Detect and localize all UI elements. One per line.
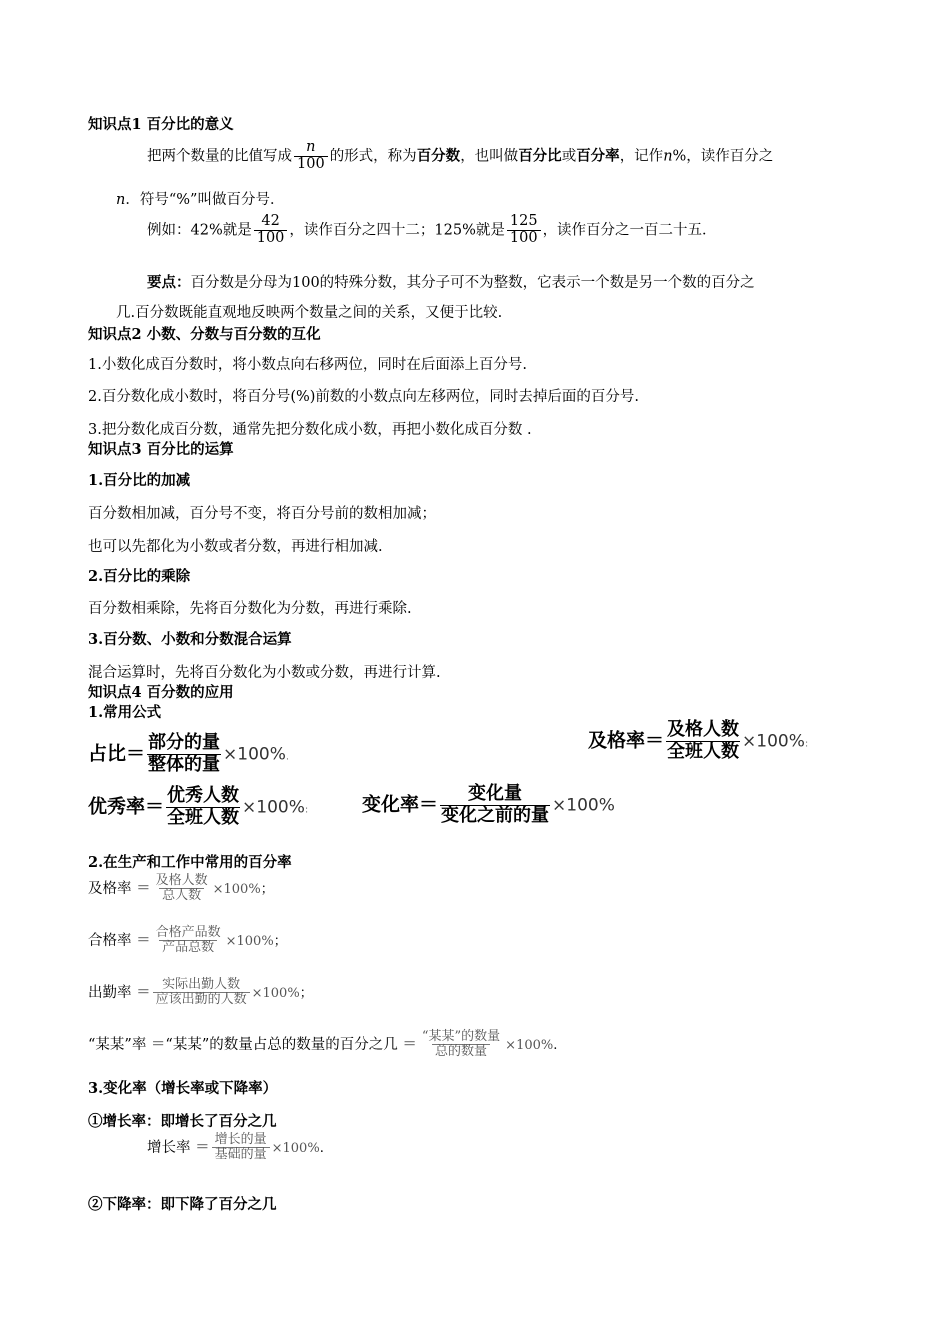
denominator: 总的数量 bbox=[432, 1044, 490, 1059]
text: %，读作百分之 bbox=[672, 148, 774, 165]
kp4-s3-title: 3.变化率（增长率或下降率） bbox=[88, 1080, 278, 1097]
punctuation: ； bbox=[273, 933, 287, 949]
formula-fraction bbox=[440, 784, 550, 826]
denominator: 应该出勤的人数 bbox=[153, 992, 250, 1007]
rate-fraction bbox=[419, 1030, 503, 1060]
formula-fraction bbox=[166, 786, 240, 828]
text: ，记作 bbox=[619, 148, 664, 165]
punctuation: : bbox=[804, 738, 809, 750]
fraction-42-over-100 bbox=[254, 214, 288, 247]
numerator: 42 bbox=[261, 213, 280, 229]
kp3-title: 知识点3 百分比的运算 bbox=[88, 441, 234, 458]
punctuation: ； bbox=[260, 881, 274, 897]
formula-fraction bbox=[147, 733, 221, 775]
term-percent: 百分数 bbox=[416, 147, 461, 165]
punctuation: . bbox=[319, 1140, 324, 1156]
kp2-item-1: 1.小数化成百分数时，将小数点向右移两位，同时在后面添上百分号. bbox=[88, 357, 527, 373]
numerator: n bbox=[306, 139, 316, 155]
kp3-s3-title: 3.百分数、小数和分数混合运算 bbox=[88, 631, 292, 648]
rate-label: 及格率 ＝ bbox=[88, 880, 151, 897]
times-100-percent: ×100% bbox=[742, 731, 805, 752]
numerator: 及格人数 bbox=[155, 873, 208, 888]
kp2-title: 知识点2 小数、分数与百分数的互化 bbox=[88, 326, 321, 343]
formula-change-rate bbox=[362, 784, 615, 826]
punctuation: . bbox=[553, 1037, 558, 1053]
rate-fraction bbox=[153, 926, 224, 956]
kp3-s1-line2: 也可以先都化为小数或者分数，再进行相加减. bbox=[88, 539, 383, 555]
formula-label: 优秀率＝ bbox=[88, 795, 165, 818]
denominator: 整体的量 bbox=[148, 753, 221, 775]
numerator: 125 bbox=[509, 213, 538, 229]
times-100-percent: ×100% bbox=[225, 933, 274, 949]
denominator: 产品总数 bbox=[159, 940, 217, 955]
times-100-percent: ×100% bbox=[552, 795, 615, 816]
rate-fraction bbox=[153, 978, 250, 1008]
var-n: n bbox=[116, 192, 126, 208]
kp2-item-3: 3.把分数化成百分数，通常先把分数化成小数，再把小数化成百分数 . bbox=[88, 422, 532, 438]
text: 或 bbox=[561, 148, 577, 165]
decrease-rate-title: ②下降率：即下降了百分之几 bbox=[88, 1196, 277, 1213]
numerator: 实际出勤人数 bbox=[162, 977, 241, 992]
kp4-s2-title: 2.在生产和工作中常用的百分率 bbox=[88, 854, 292, 871]
fraction-n-over-100 bbox=[294, 140, 328, 173]
times-100-percent: ×100% bbox=[271, 1140, 320, 1156]
formula-label: 占比＝ bbox=[88, 742, 146, 765]
rate-label: 出勤率 ＝ bbox=[88, 984, 151, 1001]
kp3-s1-title: 1.百分比的加减 bbox=[88, 472, 191, 489]
times-100-percent: ×100% bbox=[223, 744, 286, 765]
keypoint-label: 要点： bbox=[147, 274, 191, 291]
denominator: 100 bbox=[254, 230, 288, 247]
rate-fraction bbox=[212, 1133, 270, 1163]
kp1-paragraph-line2 bbox=[116, 192, 284, 209]
punctuation: ； bbox=[299, 985, 313, 1001]
formula-label: 及格率＝ bbox=[588, 729, 665, 752]
text: ，也叫做 bbox=[460, 148, 519, 165]
numerator: “某某”的数量 bbox=[421, 1029, 501, 1044]
denominator: 全班人数 bbox=[167, 806, 240, 828]
text: ，读作百分之四十二；125%就是 bbox=[289, 222, 505, 239]
rate-fraction bbox=[153, 874, 211, 904]
numerator: 优秀人数 bbox=[167, 785, 240, 806]
text: ，读作百分之一百二十五． bbox=[542, 222, 717, 239]
kp3-s3-line1: 混合运算时，先将百分数化为小数或分数，再进行计算. bbox=[88, 665, 441, 681]
formula-pass-rate bbox=[588, 720, 808, 762]
kp4-s1-title: 1.常用公式 bbox=[88, 704, 162, 721]
punctuation: : bbox=[304, 804, 309, 816]
rate-qualified bbox=[88, 926, 287, 956]
formula-label: 变化率＝ bbox=[362, 793, 439, 816]
times-100-percent: ×100% bbox=[212, 881, 261, 897]
times-100-percent: ×100% bbox=[242, 797, 305, 818]
kp3-s2-line1: 百分数相乘除，先将百分数化为分数，再进行乘除. bbox=[88, 601, 412, 617]
numerator: 变化量 bbox=[468, 783, 523, 804]
rate-attendance bbox=[88, 978, 313, 1008]
kp4-title: 知识点4 百分数的应用 bbox=[88, 684, 234, 701]
denominator: 100 bbox=[507, 230, 541, 247]
kp1-paragraph-line1 bbox=[147, 140, 773, 173]
denominator: 总人数 bbox=[159, 888, 204, 903]
numerator: 合格产品数 bbox=[155, 925, 221, 940]
rate-pass bbox=[88, 874, 274, 904]
kp1-title: 知识点1 百分比的意义 bbox=[88, 116, 234, 133]
punctuation: . bbox=[285, 751, 290, 763]
text: 把两个数量的比值写成 bbox=[147, 148, 292, 165]
denominator: 全班人数 bbox=[667, 740, 740, 762]
denominator: 基础的量 bbox=[212, 1147, 270, 1162]
text: 的形式，称为 bbox=[329, 148, 417, 165]
increase-rate-title: ①增长率：即增长了百分之几 bbox=[88, 1113, 277, 1130]
times-100-percent: ×100% bbox=[505, 1037, 554, 1053]
text: 百分数是分母为100的特殊分数，其分子可不为整数，它表示一个数是另一个数的百分之 bbox=[190, 275, 755, 291]
term-percent-rate: 百分率 bbox=[576, 147, 620, 165]
term-percentage: 百分比 bbox=[518, 147, 562, 165]
text: 例如：42%就是 bbox=[147, 222, 252, 239]
formula-fraction bbox=[666, 720, 740, 762]
rate-label: 增长率 ＝ bbox=[147, 1139, 210, 1156]
numerator: 增长的量 bbox=[214, 1132, 267, 1147]
rate-label: 合格率 ＝ bbox=[88, 932, 151, 949]
times-100-percent: ×100% bbox=[251, 985, 300, 1001]
kp3-s1-line1: 百分数相加减，百分号不变，将百分号前的数相加减； bbox=[88, 506, 436, 522]
formula-share bbox=[88, 733, 289, 775]
denominator: 变化之前的量 bbox=[441, 804, 550, 826]
numerator: 及格人数 bbox=[667, 719, 740, 740]
kp3-s2-title: 2.百分比的乘除 bbox=[88, 568, 191, 585]
text: ．符号“%”叫做百分号． bbox=[125, 192, 285, 208]
fraction-125-over-100 bbox=[507, 214, 541, 247]
var-n: n bbox=[663, 148, 673, 165]
rate-generic bbox=[88, 1030, 557, 1060]
kp1-example bbox=[147, 214, 717, 247]
kp1-keypoint-line2: 几.百分数既能直观地反映两个数量之间的关系，又便于比较. bbox=[116, 305, 503, 321]
rate-increase bbox=[147, 1133, 324, 1163]
numerator: 部分的量 bbox=[148, 732, 221, 753]
denominator: 100 bbox=[294, 156, 328, 173]
kp1-keypoint-line1 bbox=[147, 274, 755, 292]
kp2-item-2: 2.百分数化成小数时，将百分号(%)前数的小数点向左移两位，同时去掉后面的百分号. bbox=[88, 389, 640, 405]
rate-label: “某某”率 ＝“某某”的数量占总的数量的百分之几 ＝ bbox=[88, 1036, 417, 1053]
formula-excellent-rate bbox=[88, 786, 308, 828]
